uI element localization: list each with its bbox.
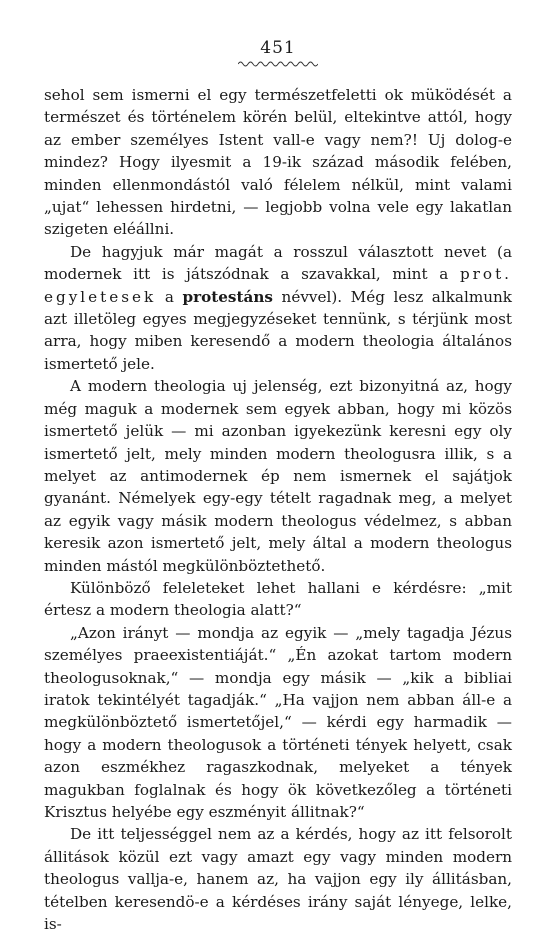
wavy-rule-ornament bbox=[238, 60, 318, 68]
text-run: „Azon irányt — mondja az egyik — „mely tagadja Jézus személyes praeexistentiáját.“ „Én azokat tartom modern theologusoknak,“ — mondja egy másik — „kik a bibliai iratok tekintélyét tagadják.“ „Ha vajjon nem abban áll-e a megkülönböztető ismertetőjel,“ — kérdi egy harmadik — hogy a modern theologusok a történeti tények helyett, csak azon eszmékhez ragaszkodnak, melyeket a tények magukban foglalnak és hogy ök következőleg a történeti Krisztus helyébe egy eszményit állitnak?“ bbox=[44, 623, 512, 821]
bold-text: protestáns bbox=[182, 287, 273, 306]
paragraph bbox=[44, 241, 512, 375]
text-run: De hagyjuk már magát a rosszul választott nevet (a modernek itt is játszódnak a szavakkal, mint a bbox=[44, 242, 512, 284]
text-run: a bbox=[156, 287, 183, 306]
paragraph bbox=[44, 375, 512, 577]
paragraph bbox=[44, 823, 512, 935]
text-run: Különböző feleleteket lehet hallani e kérdésre: „mit értesz a modern theologia alatt?“ bbox=[44, 578, 512, 620]
paragraph bbox=[44, 577, 512, 622]
text-run: De itt teljességgel nem az a kérdés, hogy az itt felsorolt állitások közül ezt vagy amazt egy vagy minden modern theologus vallja-e, hanem az, ha vajjon egy ily állitásban, tételben keresendö-e a kérdéses irány saját lényege, lelke, is- bbox=[44, 825, 512, 934]
paragraph bbox=[44, 622, 512, 824]
spaced-text: prot. egyletesek bbox=[44, 265, 512, 306]
body-text bbox=[44, 84, 512, 935]
page-number: 451 bbox=[260, 38, 296, 58]
text-run: sehol sem ismerni el egy természetfeletti ok müködését a természet és történelem körén belül, eltekintve attól, hogy az ember személyes Istent vall-e vagy nem?! Uj dolog-e mindez? Hogy ilyesmit a 19-ik század második felében, minden ellenmondástól való félelem nélkül, mint valami „ujat“ lehessen hirdetni, — legjobb volna vele egy lakatlan szigeten eléállni. bbox=[44, 86, 512, 239]
paragraph bbox=[44, 84, 512, 241]
text-run: A modern theologia uj jelenség, ezt bizonyitná az, hogy még maguk a modernek sem egyek abban, hogy mi közös ismertető jelük — mi azonban igyekezünk keresni egy oly ismertető jelt, mely minden modern theologusra illik, s a melyet az antimodernek ép nem ismernek el sajátjok gyanánt. Némelyek egy-egy tételt ragadnak meg, a melyet az egyik vagy másik modern theologus védelmez, s abban keresik azon ismertető jelt, mely által a modern theologus minden mástól megkülönböztethető. bbox=[44, 377, 512, 575]
text-run: névvel). Még lesz alkalmunk azt illetöleg egyes megjegyzéseket tennünk, s térjünk most arra, hogy miben keresendő a modern theologia általános ismertető jele. bbox=[44, 287, 512, 373]
